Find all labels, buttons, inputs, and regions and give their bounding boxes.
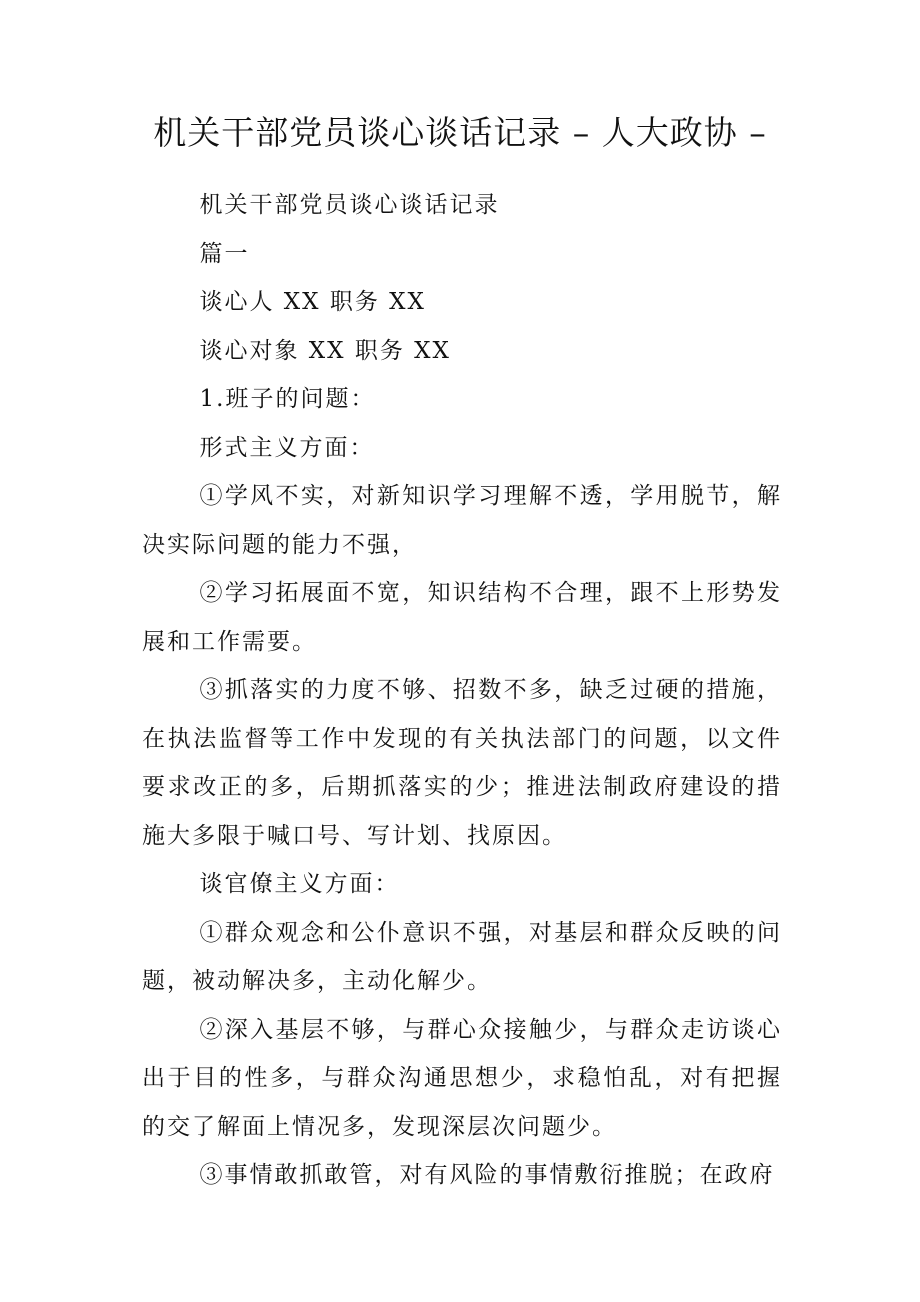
paragraph-heading: 机关干部党员谈心谈话记录 [199, 192, 500, 218]
paragraph-talk-target: 谈心对象 XX 职务 XX [199, 337, 451, 364]
paragraph-bureaucracy-heading: 谈官僚主义方面： [199, 871, 400, 897]
paragraph-formalism-3: ③抓落实的力度不够、招数不多，缺乏过硬的措施，在执法监督等工作中发现的有关执法部门的问题，以文件要求改正的多，后期抓落实的少；推进法制政府建设的措施大多限于喊口号、写计划、找原因。 [142, 677, 782, 849]
paragraph-section-label: 篇一 [199, 240, 250, 267]
document-body [142, 181, 782, 1200]
paragraph-formalism-2: ②学习拓展面不宽，知识结构不合理，跟不上形势发展和工作需要。 [142, 580, 782, 655]
paragraph-bureaucracy-1: ①群众观念和公仆意识不强，对基层和群众反映的问题，被动解决多，主动化解少。 [142, 919, 782, 994]
paragraph-talker: 谈心人 XX 职务 XX [199, 289, 426, 315]
paragraph-bureaucracy-3: ③事情敢抓敢管，对有风险的事情敷衍推脱；在政府 [199, 1162, 775, 1188]
paragraph-formalism-heading: 形式主义方面： [199, 434, 375, 461]
paragraph-formalism-1: ①学风不实，对新知识学习理解不透，学用脱节，解决实际问题的能力不强， [142, 483, 782, 558]
paragraph-team-issues: 1.班子的问题： [199, 386, 376, 412]
paragraph-bureaucracy-2: ②深入基层不够，与群心众接触少，与群众走访谈心出于目的性多，与群众沟通思想少，求稳怕乱，对有把握的交了解面上情况多，发现深层次问题少。 [142, 1016, 782, 1140]
document-title: 机关干部党员谈心谈话记录 – 人大政协 – [153, 113, 767, 152]
